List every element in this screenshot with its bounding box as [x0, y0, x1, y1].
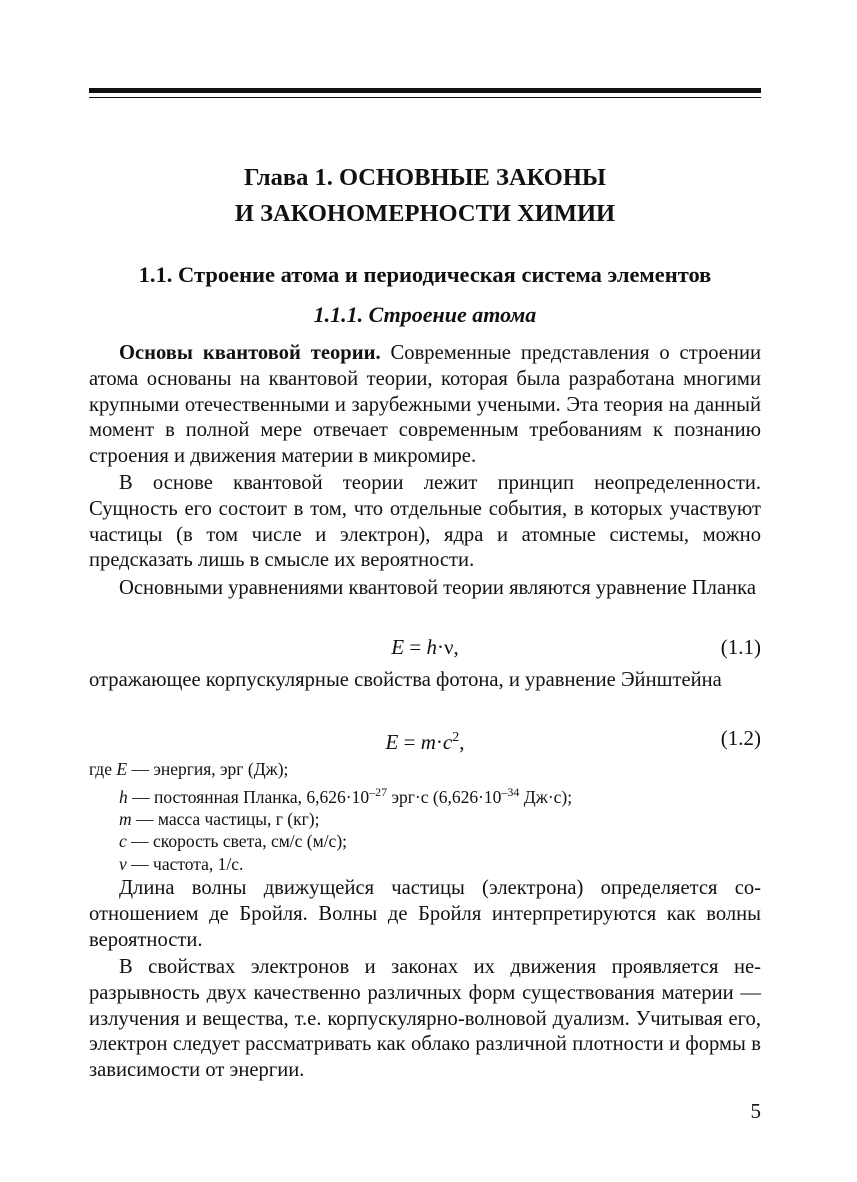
legend-item-energy: где E — энергия, эрг (Дж); [89, 759, 289, 779]
section-title: 1.1. Строение атома и периодическая система элементов [138, 262, 712, 287]
legend-item-planck: h — постоянная Планка, $6,626\cdot 10^{-27}$ эрг·с ($6,626\cdot 10^{-34}$ Дж·с); [119, 784, 573, 807]
paragraph-equations-intro: Основными уравнениями квантовой теории являются уравнение Планка [119, 577, 756, 599]
equation-number: (1.1) [720, 635, 761, 659]
paragraph-einstein-intro: отражающее корпускулярные свойства фотона, и уравнение Эйнштейна [89, 669, 722, 691]
paragraph-de-broglie: Длина волны движущейся частицы (электрона) определяется соотношением де Бройля. Волны де Бройля интерпретируются как волны вероятности. [89, 877, 761, 951]
equation-einstein-formula: $E = m\cdot c^2$, [385, 730, 465, 754]
paragraph-text: Современные представления о строении атома основаны на квантовой теории, которая была разработана многими крупными отечественными и зарубежными учеными. Эта теория на данный момент в полной мере отвечает современным требованиям к познанию строения и движения материи в микромире. [89, 342, 761, 468]
equation-planck [89, 632, 761, 662]
chapter-title-line-2: И ЗАКОНОМЕРНОСТИ ХИМИИ [234, 200, 616, 227]
chapter-title-line-1: Глава 1. ОСНОВНЫЕ ЗАКОНЫ [244, 164, 606, 191]
paragraph-quantum-theory [89, 341, 761, 470]
subsection-title: 1.1.1. Строение атома [313, 302, 537, 327]
equation-planck-formula: E = h·ν, [391, 635, 459, 659]
equation-einstein [89, 723, 761, 753]
symbol-legend [89, 758, 761, 875]
paragraph-lead: Основы квантовой теории. [119, 342, 381, 364]
chapter-title [89, 160, 761, 232]
legend-item-frequency: ν — частота, 1/с. [119, 853, 244, 874]
legend-item-light-speed: c — скорость света, см/с (м/с); [119, 831, 348, 852]
header-rule-thin [89, 97, 761, 98]
legend-item-mass: m — масса частицы, г (кг); [119, 808, 320, 829]
page-number: 5 [750, 1099, 761, 1123]
header-rule-thick [89, 88, 761, 93]
equation-number: (1.2) [720, 726, 761, 750]
paragraph-uncertainty: В основе квантовой теории лежит принцип неопределенности. Сущность его состоит в том, что отдельные события, в которых участвуют частицы (в том числе и электрон), ядра и атомные системы, можно предсказать лишь в смысле их вероятности. [89, 472, 761, 572]
paragraph-duality: В свойствах электронов и законах их движения проявляется неразрывность двух качественно различных форм существования материи — излучения и вещества, т.е. корпускулярно-волновой дуализм. Учитывая его, электрон следует рассматривать как облако различной плотности и формы в зависимости от энергии. [89, 956, 761, 1082]
